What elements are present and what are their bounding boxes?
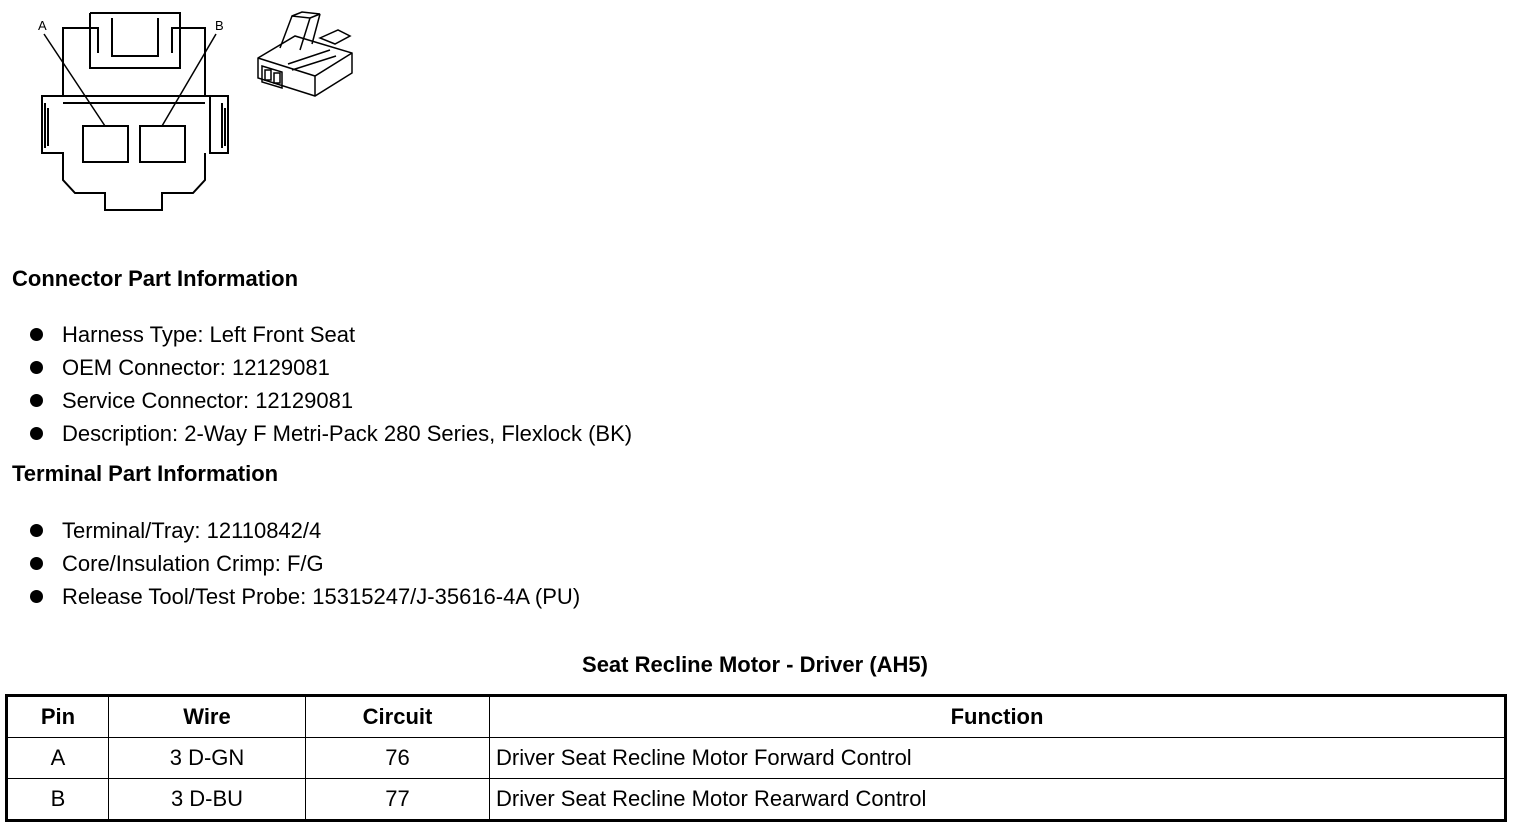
cell-circuit: 76 <box>306 738 490 779</box>
list-item: Core/Insulation Crimp: F/G <box>28 547 580 580</box>
list-item: Terminal/Tray: 12110842/4 <box>28 514 580 547</box>
bullet-icon <box>30 557 43 570</box>
bullet-icon <box>30 590 43 603</box>
header-pin: Pin <box>7 696 109 738</box>
table-row <box>7 779 1506 821</box>
bullet-icon <box>30 328 43 341</box>
cavity-b <box>140 126 185 162</box>
cell-wire: 3 D-BU <box>109 779 306 821</box>
header-wire: Wire <box>109 696 306 738</box>
cell-pin: B <box>7 779 109 821</box>
list-item: Description: 2-Way F Metri-Pack 280 Series, Flexlock (BK) <box>28 417 632 450</box>
pinout-table <box>5 694 1507 822</box>
list-item: Service Connector: 12129081 <box>28 384 632 417</box>
cell-pin: A <box>7 738 109 779</box>
bullet-icon <box>30 361 43 374</box>
cavity-a <box>83 126 128 162</box>
cell-circuit: 77 <box>306 779 490 821</box>
cell-function: Driver Seat Recline Motor Forward Control <box>490 738 1506 779</box>
cell-wire: 3 D-GN <box>109 738 306 779</box>
bullet-icon <box>30 427 43 440</box>
table-header-row <box>7 696 1506 738</box>
bullet-icon <box>30 394 43 407</box>
header-function: Function <box>490 696 1506 738</box>
connector-iso-view <box>258 12 352 96</box>
list-item: Harness Type: Left Front Seat <box>28 318 632 351</box>
bullet-icon <box>30 524 43 537</box>
connector-face-view <box>42 13 228 210</box>
list-item: OEM Connector: 12129081 <box>28 351 632 384</box>
pin-label-a: A <box>38 18 47 33</box>
connector-info-list <box>28 318 632 450</box>
table-row <box>7 738 1506 779</box>
header-circuit: Circuit <box>306 696 490 738</box>
pin-label-b: B <box>215 18 224 33</box>
connector-diagram <box>30 8 370 218</box>
table-title: Seat Recline Motor - Driver (AH5) <box>582 652 928 677</box>
cell-function: Driver Seat Recline Motor Rearward Control <box>490 779 1506 821</box>
terminal-info-list <box>28 514 580 613</box>
list-item: Release Tool/Test Probe: 15315247/J-35616-4A (PU) <box>28 580 580 613</box>
connector-info-title: Connector Part Information <box>12 266 299 291</box>
terminal-info-title: Terminal Part Information <box>12 461 279 486</box>
